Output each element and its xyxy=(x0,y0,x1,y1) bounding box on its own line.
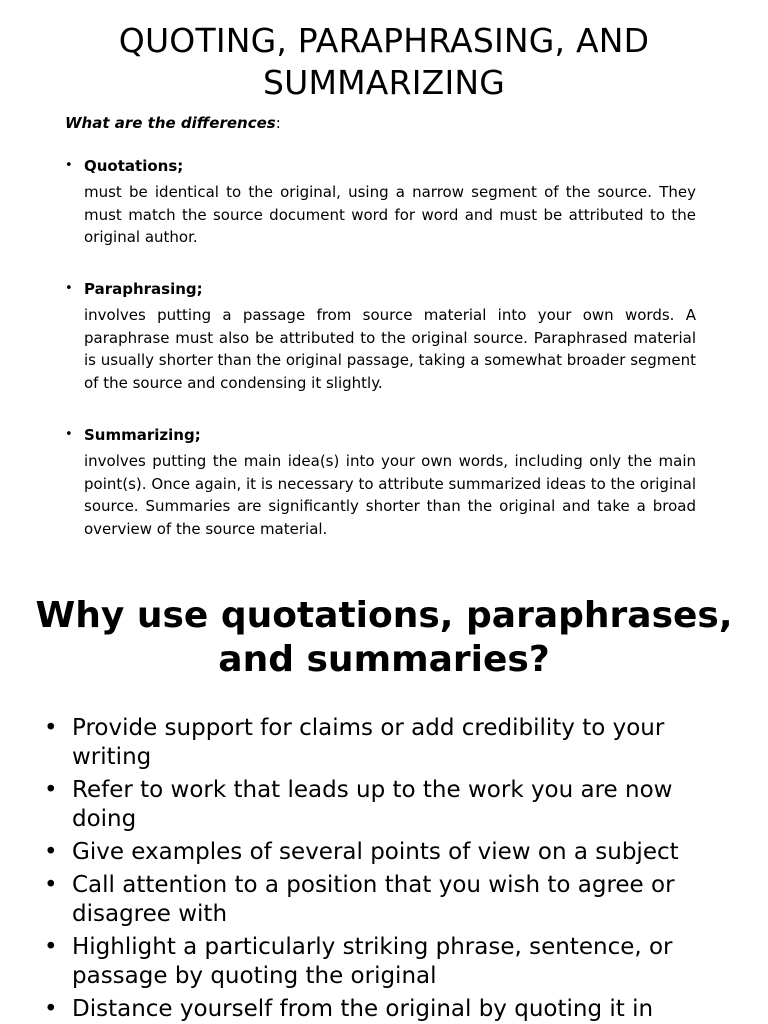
definition-term: Paraphrasing; xyxy=(84,280,203,298)
definition-text: involves putting a passage from source material into your own words. A paraphrase must also be attributed to the original source. Paraphrased material is usually shorter than the original passage, taking a somewhat broader segment of the source and condensing it slightly. xyxy=(84,306,696,392)
list-item xyxy=(44,995,724,1024)
list-item xyxy=(44,714,724,772)
why-heading: Why use quotations, paraphrases, and summaries? xyxy=(35,595,733,680)
list-item-text: Distance yourself from the original by quoting it in xyxy=(72,996,654,1022)
bullet-icon: • xyxy=(44,996,58,1022)
definition-paraphrasing xyxy=(65,279,696,394)
list-item-text: Provide support for claims or add credibility to your writing xyxy=(72,715,665,770)
reasons-list xyxy=(44,714,724,1024)
definition-text: must be identical to the original, using a narrow segment of the source. They must match the source document word for word and must be attributed to the original author. xyxy=(84,183,696,246)
intro-colon: : xyxy=(275,114,281,132)
intro-line xyxy=(65,113,281,133)
bullet-icon: • xyxy=(65,427,73,442)
list-item xyxy=(44,871,724,929)
bullet-icon: • xyxy=(65,158,73,173)
bullet-icon: • xyxy=(44,872,58,898)
intro-question: What are the differences xyxy=(65,114,276,132)
bullet-icon: • xyxy=(44,715,58,741)
definition-heading xyxy=(65,425,696,445)
definition-term: Summarizing; xyxy=(84,426,201,444)
bullet-icon: • xyxy=(44,777,58,803)
bullet-icon: • xyxy=(44,839,58,865)
list-item-text: Give examples of several points of view on a subject xyxy=(72,839,679,865)
bullet-icon: • xyxy=(44,934,58,960)
definition-text: involves putting the main idea(s) into your own words, including only the main point(s). Once again, it is necessary to attribute summarized ideas to the original source. Summaries are significantly shorter than the original and take a broad overview of the source material. xyxy=(84,452,696,538)
definition-term: Quotations; xyxy=(84,157,184,175)
list-item xyxy=(44,838,724,867)
definition-summarizing xyxy=(65,425,696,540)
list-item xyxy=(44,776,724,834)
list-item-text: Call attention to a position that you wish to agree or disagree with xyxy=(72,872,675,927)
page-title: QUOTING, PARAPHRASING, AND SUMMARIZING xyxy=(118,21,650,102)
list-item-text: Highlight a particularly striking phrase, sentence, or passage by quoting the original xyxy=(72,934,673,989)
bullet-icon: • xyxy=(65,281,73,296)
list-item xyxy=(44,933,724,991)
list-item-text: Refer to work that leads up to the work you are now doing xyxy=(72,777,673,832)
definition-quotations xyxy=(65,156,696,249)
definition-heading xyxy=(65,156,696,176)
definition-heading xyxy=(65,279,696,299)
